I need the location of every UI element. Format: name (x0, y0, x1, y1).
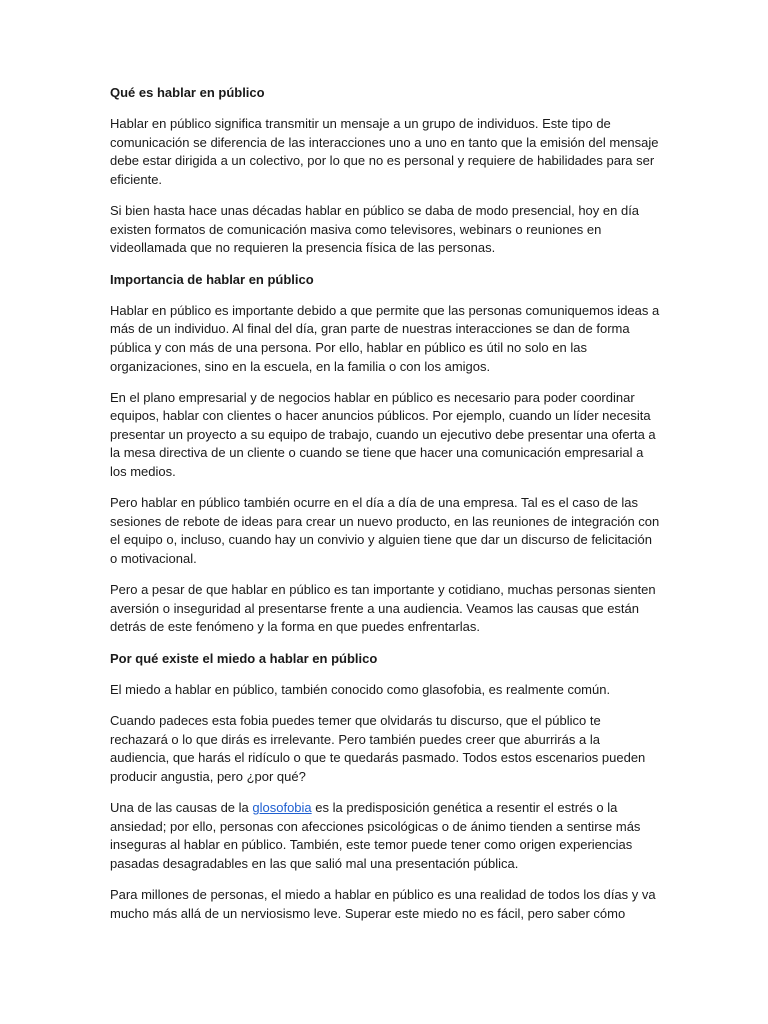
paragraph: Para millones de personas, el miedo a hablar en público es una realidad de todos los días y va mucho más allá de un nerviosismo leve. Superar este miedo no es fácil, pero saber cómo (110, 886, 656, 921)
paragraph: Hablar en público significa transmitir un mensaje a un grupo de individuos. Este tipo de comunicación se diferencia de las interacciones uno a uno en tanto que la emisión del mensaje debe estar dirigida a un colectivo, por lo que no es personal y requiere de habilidades para ser eficiente. (110, 116, 659, 187)
section-heading-que-es: Qué es hablar en público (110, 85, 265, 100)
paragraph: Cuando padeces esta fobia puedes temer que olvidarás tu discurso, que el público te rechazará o lo que dirás es irrelevante. Pero también puedes creer que aburrirás a la audiencia, que harás el ridículo o que te quedarás pasmado. Todos estos escenarios pueden producir angustia, pero ¿por qué? (110, 712, 646, 784)
document-body (110, 84, 662, 936)
link-paragraph-after: es la predisposición genética a resentir el estrés o la ansiedad; por ello, personas con afecciones psicológicas o de ánimo tienden a sentirse más inseguras al hablar en público. También, este temor puede tener como origen experiencias pasadas desagradables en las que salió mal una presentación pública. (110, 799, 641, 871)
paragraph: El miedo a hablar en público, también conocido como glasofobia, es realmente común. (110, 681, 611, 697)
paragraph: Pero hablar en público también ocurre en el día a día de una empresa. Tal es el caso de las sesiones de rebote de ideas para crear un nuevo producto, en las reuniones de integración con el equipo o, incluso, cuando hay un convivio y alguien tiene que dar un discurso de felicitación o motivacional. (110, 495, 660, 567)
link-paragraph-before: Una de las causas de la (110, 799, 253, 815)
paragraph: Hablar en público es importante debido a que permite que las personas comuniquemos ideas a más de un individuo. Al final del día, gran parte de nuestras interacciones se dan de forma pública y con más de una persona. Por ello, hablar en público es útil no solo en las organizaciones, sino en la escuela, en la familia o con los amigos. (110, 302, 660, 374)
section-heading-por-que-miedo: Por qué existe el miedo a hablar en público (110, 650, 378, 666)
glosofobia-link[interactable]: glosofobia (252, 799, 312, 815)
section-heading-importancia: Importancia de hablar en público (110, 271, 314, 287)
paragraph-with-link (110, 799, 662, 873)
paragraph: Pero a pesar de que hablar en público es tan importante y cotidiano, muchas personas sienten aversión o inseguridad al presentarse frente a una audiencia. Veamos las causas que están detrás de este fenómeno y la forma en que puedes enfrentarlas. (110, 582, 656, 635)
paragraph: Si bien hasta hace unas décadas hablar en público se daba de modo presencial, hoy en día existen formatos de comunicación masiva como televisores, webinars o reuniones en videollamada que no requieren la presencia física de las personas. (110, 203, 640, 256)
paragraph: En el plano empresarial y de negocios hablar en público es necesario para poder coordinar equipos, hablar con clientes o hacer anuncios públicos. Por ejemplo, cuando un líder necesita presentar un proyecto a su equipo de trabajo, cuando un ejecutivo debe presentar una oferta a la mesa directiva de un cliente o cuando se tiene que hacer una comunicación empresarial a los medios. (110, 389, 656, 480)
